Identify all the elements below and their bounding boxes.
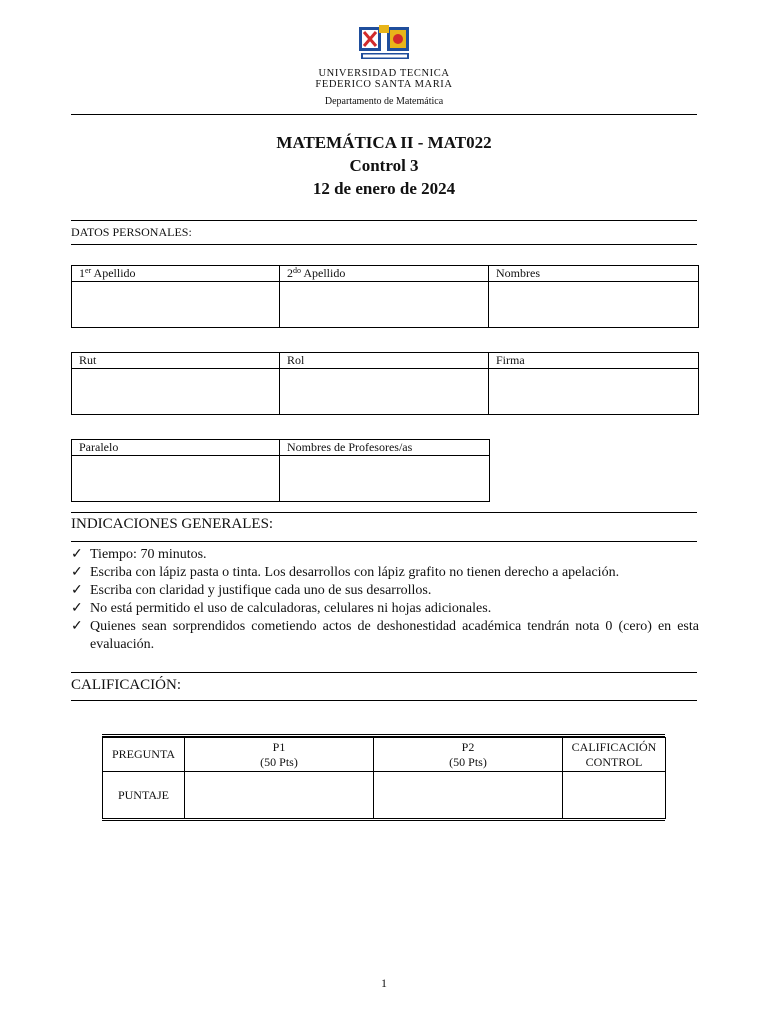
instructions-list <box>71 546 699 654</box>
grade-header: CALIFICACIÓN CONTROL <box>563 738 666 772</box>
signature-label: Firma <box>489 353 699 369</box>
instructions-bottom-rule <box>71 541 697 542</box>
grading-table-wrapper <box>102 734 665 821</box>
grading-heading: CALIFICACIÓN: <box>71 677 182 693</box>
course-title: MATEMÁTICA II - MAT022 <box>276 133 492 152</box>
second-surname-field[interactable] <box>280 282 489 328</box>
grading-table <box>102 737 666 819</box>
surnames-table <box>71 265 699 328</box>
professors-label: Nombres de Profesores/as <box>280 440 490 456</box>
university-name-line1: UNIVERSIDAD TECNICA <box>318 68 450 79</box>
second-surname-label: $2^{do}$ Apellido <box>280 266 489 282</box>
professors-field[interactable] <box>280 456 490 502</box>
instruction-item: ✓ Quienes sean sorprendidos cometiendo actos de deshonestidad académica tendrán nota 0 (cero) en esta evaluación. <box>71 619 699 652</box>
department-name: Departamento de Matemática <box>324 96 444 107</box>
section-label: Paralelo <box>72 440 280 456</box>
checkmark-icon: ✓ <box>71 601 83 616</box>
grading-top-rule <box>71 672 697 673</box>
instructions-top-rule <box>71 512 697 513</box>
first-surname-field[interactable] <box>72 282 280 328</box>
personal-data-bottom-rule <box>71 244 697 245</box>
checkmark-icon: ✓ <box>71 583 83 598</box>
personal-data-heading: DATOS PERSONALES: <box>71 225 192 239</box>
score-row-label: PUNTAJE <box>103 772 185 819</box>
university-seal-logo <box>357 25 413 63</box>
grading-table-bottom-double-rule <box>102 818 665 821</box>
rut-label: Rut <box>72 353 280 369</box>
assessment-name: Control 3 <box>349 156 419 175</box>
university-name-line2: FEDERICO SANTA MARIA <box>315 79 453 90</box>
p1-score-cell[interactable] <box>185 772 374 819</box>
grading-bottom-rule <box>71 700 697 701</box>
checkmark-icon: ✓ <box>71 565 83 580</box>
header-divider <box>71 114 697 115</box>
section-table <box>71 439 490 502</box>
p2-score-cell[interactable] <box>374 772 563 819</box>
first-surname-label: 1er Apellido <box>72 266 280 282</box>
rol-label: Rol <box>280 353 489 369</box>
id-table <box>71 352 699 415</box>
checkmark-icon: ✓ <box>71 619 83 634</box>
grade-cell[interactable] <box>563 772 666 819</box>
names-label: Nombres <box>489 266 699 282</box>
checkmark-icon: ✓ <box>71 547 83 562</box>
exam-date: 12 de enero de 2024 <box>312 179 456 198</box>
p2-header: P2 (50 Pts) <box>374 738 563 772</box>
rol-field[interactable] <box>280 369 489 415</box>
p1-header: P1 (50 Pts) <box>185 738 374 772</box>
instruction-item: ✓ Tiempo: 70 minutos. <box>71 547 207 562</box>
names-field[interactable] <box>489 282 699 328</box>
section-field[interactable] <box>72 456 280 502</box>
instruction-item: ✓ Escriba con lápiz pasta o tinta. Los desarrollos con lápiz grafito no tienen derecho a apelación. <box>71 565 620 580</box>
instruction-item: ✓ No está permitido el uso de calculadoras, celulares ni hojas adicionales. <box>71 601 492 616</box>
instructions-heading: INDICACIONES GENERALES: <box>71 516 274 532</box>
signature-field[interactable] <box>489 369 699 415</box>
page-number: 1 <box>381 976 387 990</box>
personal-data-top-rule <box>71 220 697 221</box>
rut-field[interactable] <box>72 369 280 415</box>
question-header: PREGUNTA <box>103 738 185 772</box>
instruction-item: ✓ Escriba con claridad y justifique cada uno de sus desarrollos. <box>71 583 432 598</box>
